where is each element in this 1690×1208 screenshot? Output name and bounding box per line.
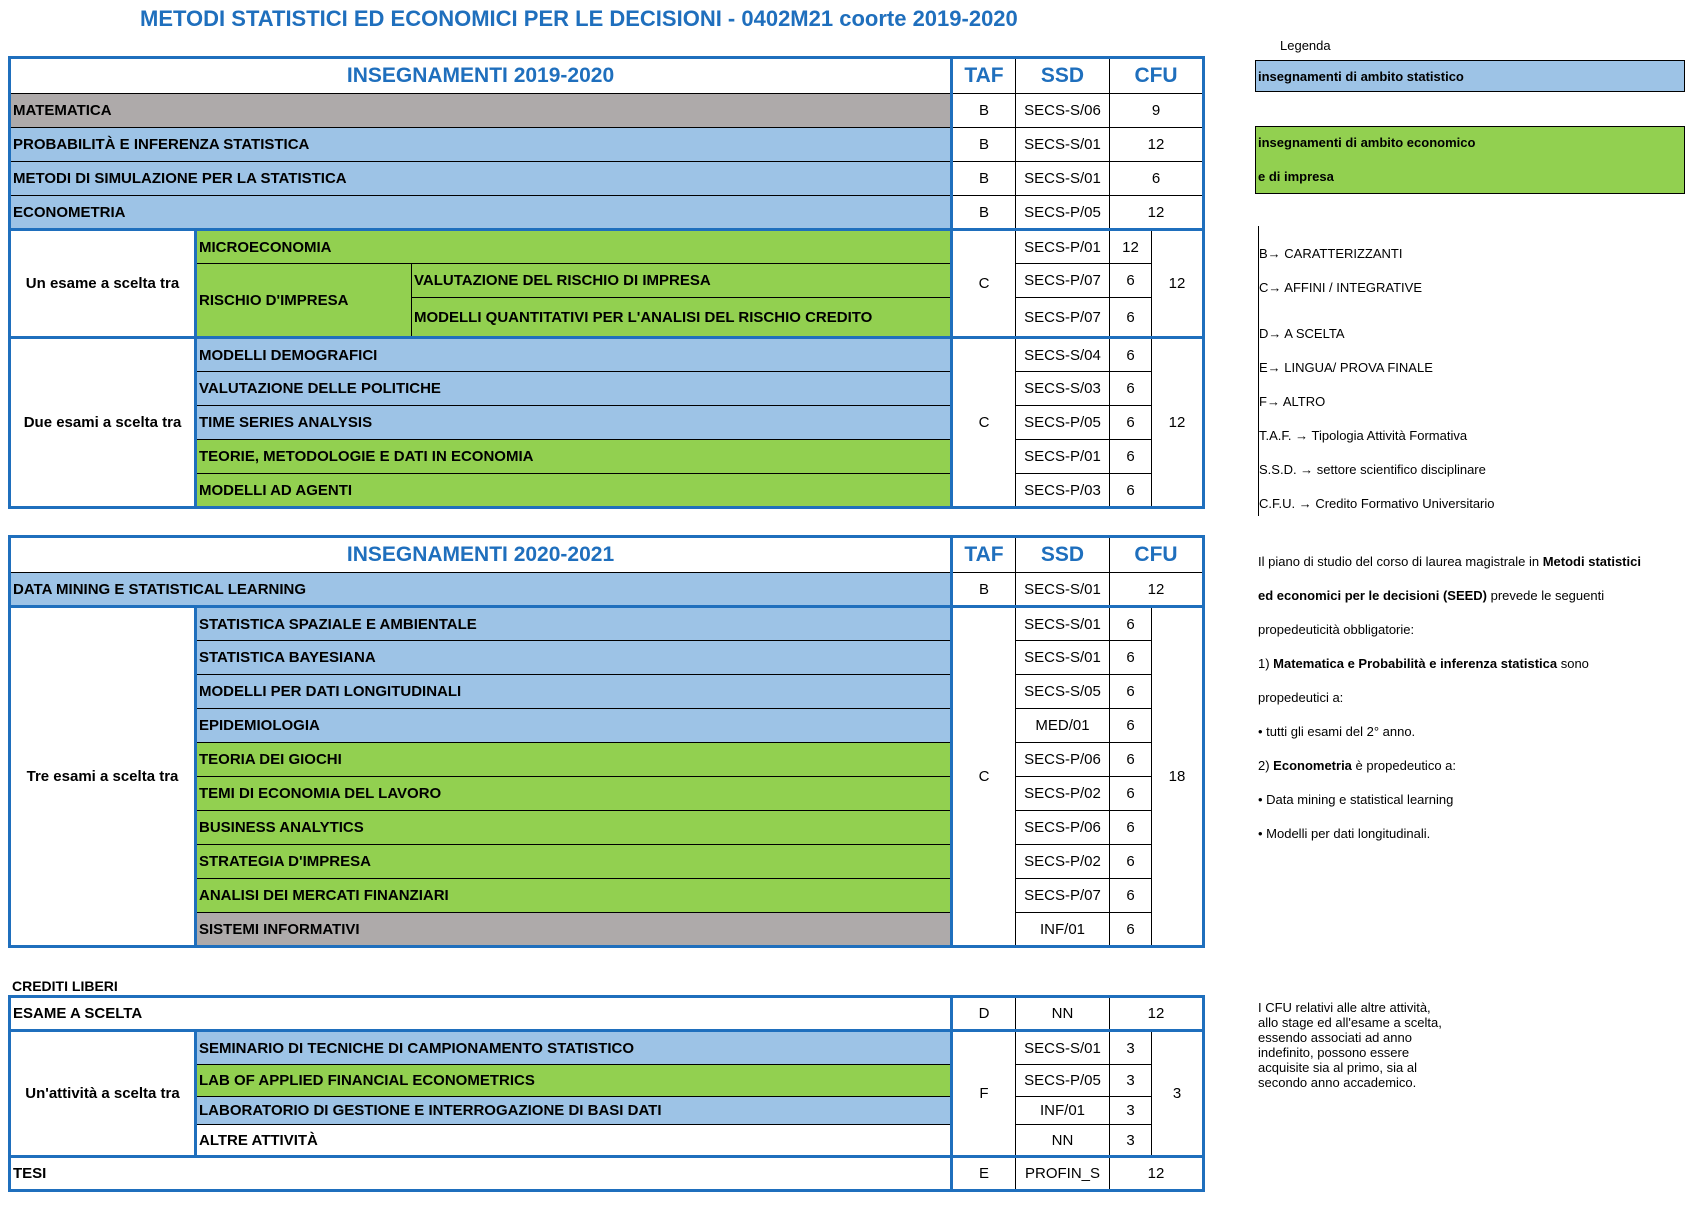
course-item: BUSINESS ANALYTICS (196, 811, 952, 845)
taf-value: B (952, 573, 1016, 607)
taf-legend-item: C.F.U. → Credito Formativo Universitario (1259, 496, 1495, 511)
taf-value: D (952, 997, 1016, 1031)
cfu-value: 6 (1110, 162, 1204, 196)
course-item: ANALISI DEI MERCATI FINANZIARI (196, 879, 952, 913)
note-text: è propedeutico a: (1351, 758, 1456, 773)
legend-statistico (1255, 60, 1685, 92)
course-item: STRATEGIA D'IMPRESA (196, 845, 952, 879)
note2-line: I CFU relativi alle altre attività, (1258, 1000, 1431, 1015)
ssd-value: SECS-P/01 (1016, 440, 1110, 474)
course-modelli-agenti: MODELLI AD AGENTI (196, 474, 952, 508)
note-line (1258, 588, 1604, 603)
ssd-value: SECS-P/06 (1016, 811, 1110, 845)
course-item: STATISTICA BAYESIANA (196, 641, 952, 675)
cfu-value: 6 (1110, 406, 1152, 440)
group-total: 12 (1152, 338, 1204, 508)
course-probabilita: PROBABILITÀ E INFERENZA STATISTICA (10, 128, 952, 162)
cfu-value: 6 (1110, 607, 1152, 641)
course-valutazione-politiche: VALUTAZIONE DELLE POLITICHE (196, 372, 952, 406)
cfu-value: 6 (1110, 440, 1152, 474)
course-modelli-demografici: MODELLI DEMOGRAFICI (196, 338, 952, 372)
section-title: INSEGNAMENTI 2019-2020 (10, 58, 952, 94)
group-total: 3 (1152, 1031, 1204, 1157)
note2-line: acquisite sia al primo, sia al (1258, 1060, 1417, 1075)
note-line (1258, 554, 1641, 569)
group-total: 18 (1152, 607, 1204, 947)
cfu-value: 6 (1110, 675, 1152, 709)
course-simulazione: METODI DI SIMULAZIONE PER LA STATISTICA (10, 162, 952, 196)
taf-value: B (952, 128, 1016, 162)
course-teorie-metodologie: TEORIE, METODOLOGIE E DATI IN ECONOMIA (196, 440, 952, 474)
ssd-value: SECS-S/05 (1016, 675, 1110, 709)
note2-line: indefinito, possono essere (1258, 1045, 1410, 1060)
taf-value: E (952, 1157, 1016, 1191)
note-line: • Modelli per dati longitudinali. (1258, 826, 1431, 841)
ssd-value: SECS-S/01 (1016, 573, 1110, 607)
taf-legend-item: D→ A SCELTA (1259, 326, 1345, 341)
cfu-value: 9 (1110, 94, 1204, 128)
course-item: MODELLI PER DATI LONGITUDINALI (196, 675, 952, 709)
ssd-value: PROFIN_S (1016, 1157, 1110, 1191)
cfu-value: 12 (1110, 1157, 1204, 1191)
cfu-value: 3 (1110, 1031, 1152, 1065)
course-item: EPIDEMIOLOGIA (196, 709, 952, 743)
ssd-value: SECS-S/01 (1016, 1031, 1110, 1065)
ssd-value: SECS-P/03 (1016, 474, 1110, 508)
course-item: SISTEMI INFORMATIVI (196, 913, 952, 947)
cfu-value: 12 (1110, 128, 1204, 162)
taf-legend-list (1258, 226, 1495, 516)
cfu-value: 12 (1110, 997, 1204, 1031)
note-line (1258, 656, 1589, 671)
cfu-value: 3 (1110, 1125, 1152, 1157)
cfu-value: 6 (1110, 811, 1152, 845)
ssd-value: SECS-S/04 (1016, 338, 1110, 372)
ssd-value: MED/01 (1016, 709, 1110, 743)
cfu-value: 6 (1110, 845, 1152, 879)
cfu-header: CFU (1110, 58, 1204, 94)
note-line: • tutti gli esami del 2° anno. (1258, 724, 1416, 739)
taf-value: C (952, 338, 1016, 508)
ssd-value: SECS-S/06 (1016, 94, 1110, 128)
course-valutazione-rischio: VALUTAZIONE DEL RISCHIO DI IMPRESA (412, 264, 952, 298)
ssd-value: SECS-P/02 (1016, 777, 1110, 811)
table-2019-2020 (8, 56, 1205, 509)
ssd-value: SECS-P/06 (1016, 743, 1110, 777)
cfu-value: 6 (1110, 264, 1152, 298)
ssd-value: SECS-P/02 (1016, 845, 1110, 879)
cfu-value: 6 (1110, 743, 1152, 777)
legend-economico-line2: e di impresa (1258, 169, 1334, 184)
taf-legend-item: S.S.D. → settore scientifico disciplinare (1259, 462, 1486, 477)
course-item: STATISTICA SPAZIALE E AMBIENTALE (196, 607, 952, 641)
legend-economico-line1: insegnamenti di ambito economico (1258, 135, 1476, 150)
taf-legend-item: E→ LINGUA/ PROVA FINALE (1259, 360, 1433, 375)
group-label: Tre esami a scelta tra (10, 607, 196, 947)
legend-title: Legenda (1280, 38, 1331, 53)
cfu-value: 6 (1110, 298, 1152, 338)
course-modelli-quantitativi: MODELLI QUANTITATIVI PER L'ANALISI DEL RISCHIO CREDITO (412, 298, 952, 338)
ssd-value: SECS-S/01 (1016, 162, 1110, 196)
cfu-note (1258, 1000, 1478, 1090)
course-item: TEMI DI ECONOMIA DEL LAVORO (196, 777, 952, 811)
course-item: ALTRE ATTIVITÀ (196, 1125, 952, 1157)
note-line: • Data mining e statistical learning (1258, 792, 1454, 807)
course-data-mining: DATA MINING E STATISTICAL LEARNING (10, 573, 952, 607)
ssd-value: SECS-S/01 (1016, 641, 1110, 675)
taf-value: F (952, 1031, 1016, 1157)
ssd-value: SECS-S/01 (1016, 128, 1110, 162)
group-total: 12 (1152, 230, 1204, 338)
group-label: Un esame a scelta tra (10, 230, 196, 338)
group-label: Due esami a scelta tra (10, 338, 196, 508)
taf-value: C (952, 230, 1016, 338)
course-tesi: TESI (10, 1157, 952, 1191)
taf-header: TAF (952, 537, 1016, 573)
course-econometria: ECONOMETRIA (10, 196, 952, 230)
course-item: LAB OF APPLIED FINANCIAL ECONOMETRICS (196, 1065, 952, 1097)
ssd-value: NN (1016, 997, 1110, 1031)
cfu-value: 6 (1110, 913, 1152, 947)
note-bold: Econometria (1273, 758, 1352, 773)
group-label: Un'attività a scelta tra (10, 1031, 196, 1157)
taf-value: B (952, 196, 1016, 230)
course-rischio-impresa: RISCHIO D'IMPRESA (196, 264, 412, 338)
note-text: 2) (1258, 758, 1274, 773)
cfu-header: CFU (1110, 537, 1204, 573)
note-line: propedeutici a: (1258, 690, 1344, 705)
course-item: TEORIA DEI GIOCHI (196, 743, 952, 777)
ssd-value: SECS-P/05 (1016, 406, 1110, 440)
note2-line: secondo anno accademico. (1258, 1075, 1417, 1090)
crediti-liberi-label: CREDITI LIBERI (12, 978, 118, 994)
cfu-value: 6 (1110, 338, 1152, 372)
taf-legend-item: C→ AFFINI / INTEGRATIVE (1259, 280, 1422, 295)
ssd-value: SECS-P/01 (1016, 230, 1110, 264)
ssd-value: SECS-P/07 (1016, 298, 1110, 338)
page-title: METODI STATISTICI ED ECONOMICI PER LE DECISIONI - 0402M21 coorte 2019-2020 (140, 6, 1018, 31)
table-2020-2021 (8, 535, 1205, 948)
ssd-header: SSD (1016, 58, 1110, 94)
note-bold: ed economici per le decisioni (SEED) (1258, 588, 1488, 603)
taf-value: B (952, 162, 1016, 196)
taf-header: TAF (952, 58, 1016, 94)
ssd-value: NN (1016, 1125, 1110, 1157)
cfu-value: 6 (1110, 372, 1152, 406)
taf-legend-item: B→ CARATTERIZZANTI (1259, 246, 1403, 261)
note-text: sono (1557, 656, 1589, 671)
ssd-value: SECS-P/07 (1016, 264, 1110, 298)
taf-value: B (952, 94, 1016, 128)
cfu-value: 12 (1110, 196, 1204, 230)
ssd-value: INF/01 (1016, 1097, 1110, 1125)
course-esame-scelta: ESAME A SCELTA (10, 997, 952, 1031)
cfu-value: 6 (1110, 777, 1152, 811)
course-item: SEMINARIO DI TECNICHE DI CAMPIONAMENTO STATISTICO (196, 1031, 952, 1065)
legend-statistico-label: insegnamenti di ambito statistico (1258, 69, 1464, 84)
taf-legend-item: F→ ALTRO (1259, 394, 1326, 409)
ssd-value: SECS-P/05 (1016, 196, 1110, 230)
cfu-value: 12 (1110, 573, 1204, 607)
course-microeconomia: MICROECONOMIA (196, 230, 952, 264)
ssd-header: SSD (1016, 537, 1110, 573)
note-bold: Metodi statistici (1542, 554, 1641, 569)
section-title: INSEGNAMENTI 2020-2021 (10, 537, 952, 573)
ssd-value: SECS-S/03 (1016, 372, 1110, 406)
ssd-value: SECS-P/07 (1016, 879, 1110, 913)
cfu-value: 6 (1110, 474, 1152, 508)
course-item: LABORATORIO DI GESTIONE E INTERROGAZIONE DI BASI DATI (196, 1097, 952, 1125)
cfu-value: 6 (1110, 641, 1152, 675)
taf-value: C (952, 607, 1016, 947)
taf-legend-item: T.A.F. → Tipologia Attività Formativa (1259, 428, 1468, 443)
note-line: propedeuticità obbligatorie: (1258, 622, 1415, 637)
ssd-value: INF/01 (1016, 913, 1110, 947)
ssd-value: SECS-S/01 (1016, 607, 1110, 641)
note-text: Il piano di studio del corso di laurea magistrale in (1258, 554, 1543, 569)
note-text: 1) (1258, 656, 1274, 671)
note2-line: essendo associati ad anno (1258, 1030, 1412, 1045)
note2-line: allo stage ed all'esame a scelta, (1258, 1015, 1442, 1030)
cfu-value: 12 (1110, 230, 1152, 264)
cfu-value: 6 (1110, 879, 1152, 913)
note-bold: Matematica e Probabilità e inferenza statistica (1273, 656, 1558, 671)
ssd-value: SECS-P/05 (1016, 1065, 1110, 1097)
legend-economico (1255, 126, 1685, 194)
note-text: prevede le seguenti (1487, 588, 1605, 603)
course-time-series: TIME SERIES ANALYSIS (196, 406, 952, 440)
cfu-value: 6 (1110, 709, 1152, 743)
cfu-value: 3 (1110, 1065, 1152, 1097)
cfu-value: 3 (1110, 1097, 1152, 1125)
table-crediti-liberi (8, 995, 1205, 1192)
course-matematica: MATEMATICA (10, 94, 952, 128)
note-line (1258, 758, 1456, 773)
